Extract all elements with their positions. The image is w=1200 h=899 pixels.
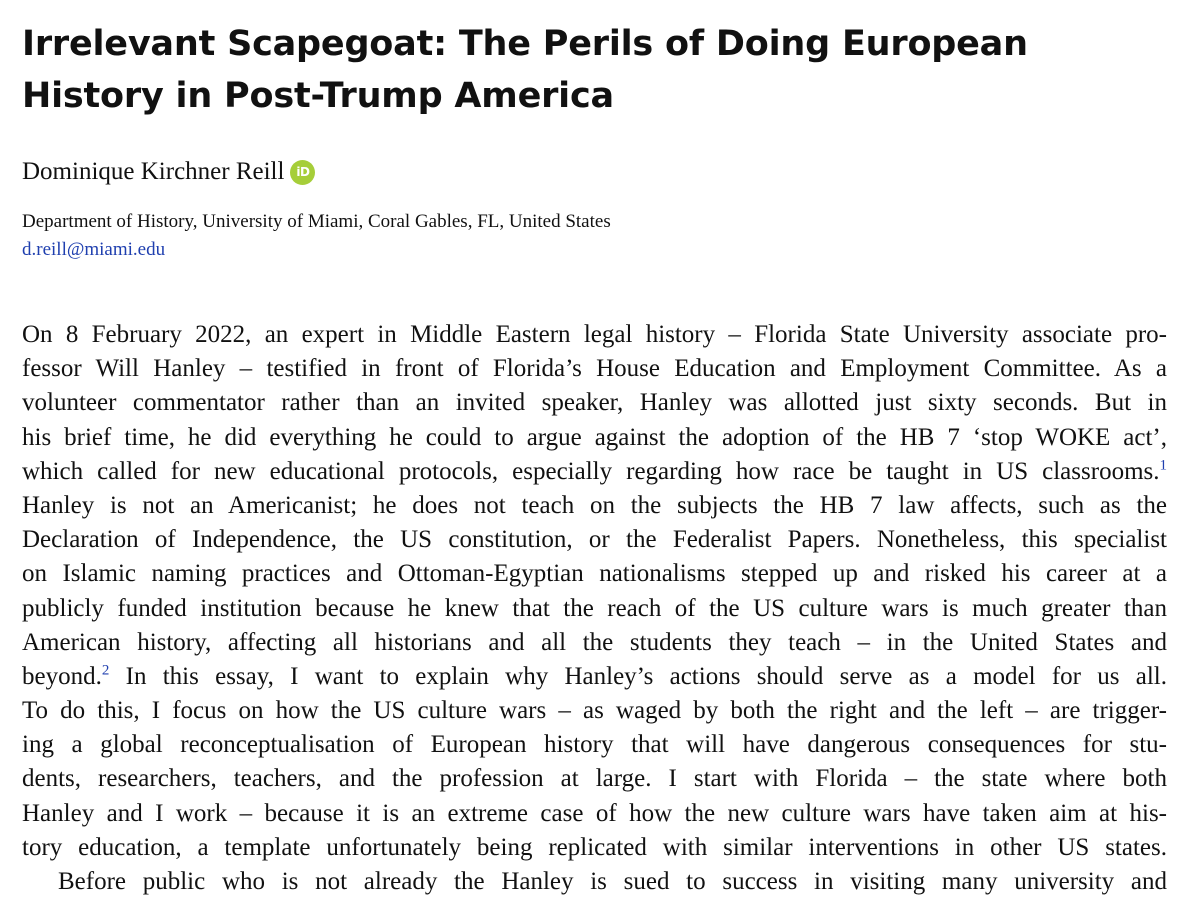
body-line: publicly funded institution because he knew that the reach of the US culture wars is much greater than — [22, 594, 1167, 622]
body-text-segment: which called for new educational protocols, especially regarding how race be taught in US classrooms. — [22, 457, 1160, 485]
body-line: on Islamic naming practices and Ottoman-Egyptian nationalisms stepped up and risked his career at a — [22, 560, 1167, 588]
article-body — [22, 318, 1167, 899]
body-text-segment: beyond. — [22, 662, 102, 690]
body-line: Hanley is not an Americanist; he does not teach on the subjects the HB 7 law affects, such as the — [22, 491, 1167, 519]
orcid-icon[interactable]: iD — [290, 160, 315, 185]
footnote-link[interactable]: 1 — [1159, 457, 1167, 474]
title-line: Irrelevant Scapegoat: The Perils of Doing European — [22, 24, 1028, 64]
body-line: On 8 February 2022, an expert in Middle Eastern legal history – Florida State University associate pro- — [22, 321, 1167, 348]
body-line: Declaration of Independence, the US constitution, or the Federalist Papers. Nonetheless, this specialist — [22, 526, 1167, 554]
author-email-link[interactable]: d.reill@miami.edu — [22, 239, 166, 260]
author-line — [22, 154, 315, 190]
body-line: Hanley and I work – because it is an extreme case of how the new culture wars have taken aim at his- — [22, 799, 1167, 827]
body-line — [22, 660, 1167, 694]
body-line: tory education, a template unfortunately being replicated with similar interventions in other US states. — [22, 833, 1167, 861]
title-line: History in Post-Trump America — [22, 76, 614, 116]
body-line: fessor Will Hanley – testified in front of Florida’s House Education and Employment Committee. As a — [22, 355, 1167, 383]
body-line: dents, researchers, teachers, and the profession at large. I start with Florida – the state where both — [22, 765, 1167, 793]
author-affiliation: Department of History, University of Miami, Coral Gables, FL, United States — [22, 211, 611, 232]
author-name: Dominique Kirchner Reill — [22, 158, 285, 185]
body-line: To do this, I focus on how the US culture wars – as waged by both the right and the left – are trigger- — [22, 697, 1167, 725]
body-line: American history, affecting all historians and all the students they teach – in the United States and — [22, 628, 1167, 656]
article-title — [22, 18, 1172, 122]
body-line: his brief time, he did everything he could to argue against the adoption of the HB 7 ‘stop WOKE act’, — [22, 423, 1167, 451]
body-text-segment: In this essay, I want to explain why Hanley’s actions should serve as a model for us all. — [109, 662, 1167, 690]
body-line-partial: Before public who is not already the Hanley is sued to success in visiting many university and — [58, 868, 1167, 895]
body-line: ing a global reconceptualisation of European history that will have dangerous consequences for stu- — [22, 731, 1167, 759]
body-line: volunteer commentator rather than an invited speaker, Hanley was allotted just sixty seconds. But in — [22, 389, 1167, 417]
footnote-link[interactable]: 2 — [101, 662, 110, 679]
body-line — [22, 455, 1167, 489]
